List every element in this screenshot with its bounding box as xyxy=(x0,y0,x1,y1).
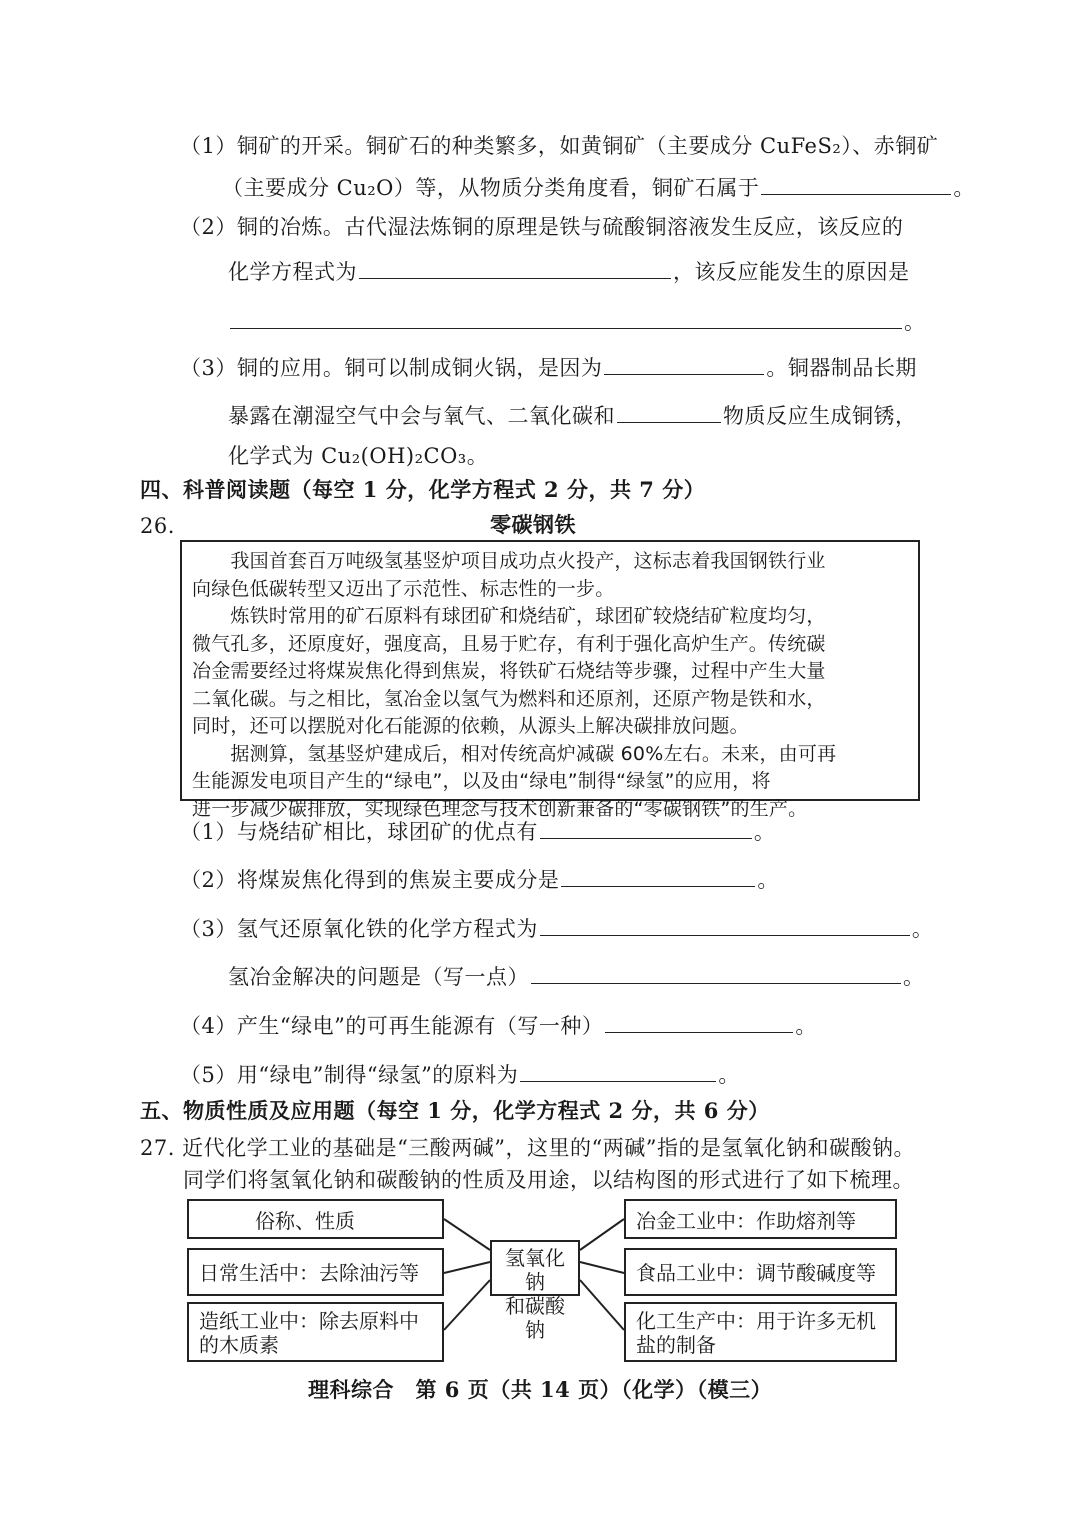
q25-part2-line2: 化学方程式为 ，该反应能发生的原因是 xyxy=(228,260,910,284)
passage-title: 零碳钢铁 xyxy=(490,512,576,537)
diagram-node-daily-life: 日常生活中：去除油污等 xyxy=(187,1248,444,1296)
q27-line2: 同学们将氢氧化钠和碳酸钠的性质及用途，以结构图的形式进行了如下梳理。 xyxy=(183,1168,914,1192)
diagram-node-papermaking: 造纸工业中：除去原料中 的木质素 xyxy=(187,1302,444,1362)
q25-part3-line2: 暴露在潮湿空气中会与氧气、二氧化碳和 物质反应生成铜锈， xyxy=(228,404,917,428)
q25-part1-line1: （1）铜矿的开采。铜矿石的种类繁多，如黄铜矿（主要成分 CuFeS₂）、赤铜矿 xyxy=(180,134,939,158)
passage-line: 生能源发电项目产生的“绿电”，以及由“绿电”制得“绿氢”的应用，将 xyxy=(192,770,771,792)
diagram-node-chemical-production: 化工生产中：用于许多无机 盐的制备 xyxy=(624,1302,897,1362)
q25-part2-line3: 。 xyxy=(228,308,926,336)
diagram-node-nickname-properties: 俗称、性质 xyxy=(187,1199,444,1239)
passage-line: 冶金需要经过将煤炭焦化得到焦炭，将铁矿石烧结等步骤，过程中产生大量 xyxy=(192,660,826,682)
q26-part2: （2）将煤炭焦化得到的焦炭主要成分是 。 xyxy=(180,868,779,892)
q25-part3-line1: （3）铜的应用。铜可以制成铜火锅，是因为 。铜器制品长期 xyxy=(180,356,917,380)
q25-part2-line1: （2）铜的冶炼。古代湿法炼铜的原理是铁与硫酸铜溶液发生反应，该反应的 xyxy=(180,215,904,239)
passage-line: 炼铁时常用的矿石原料有球团矿和烧结矿，球团矿较烧结矿粒度均匀， xyxy=(192,605,826,627)
q27-line1: 27. 近代化学工业的基础是“三酸两碱”，这里的“两碱”指的是氢氧化钠和碳酸钠。 xyxy=(140,1136,916,1160)
q26-part3b: 氢冶金解决的问题是（写一点） 。 xyxy=(228,965,925,989)
diagram-node-metallurgy: 冶金工业中：作助熔剂等 xyxy=(624,1199,897,1239)
diagram-center-node: 氢氧化钠 和碳酸钠 xyxy=(490,1240,580,1296)
diagram-node-food-industry: 食品工业中：调节酸碱度等 xyxy=(624,1248,897,1296)
q25-part3-line3: 化学式为 Cu₂(OH)₂CO₃。 xyxy=(228,444,489,468)
q26-number: 26. xyxy=(140,514,175,538)
q25-part1-line2: （主要成分 Cu₂O）等，从物质分类角度看，铜矿石属于 。 xyxy=(222,176,975,200)
passage-line: 同时，还可以摆脱对化石能源的依赖，从源头上解决碳排放问题。 xyxy=(192,715,749,737)
section4-heading: 四、科普阅读题（每空 1 分，化学方程式 2 分，共 7 分） xyxy=(140,477,706,502)
section5-heading: 五、物质性质及应用题（每空 1 分，化学方程式 2 分，共 6 分） xyxy=(140,1098,770,1123)
passage-line: 据测算，氢基竖炉建成后，相对传统高炉减碳 60%左右。未来，由可再 xyxy=(192,742,837,765)
q26-part5: （5）用“绿电”制得“绿氢”的原料为 。 xyxy=(180,1063,740,1087)
passage-line: 向绿色低碳转型又迈出了示范性、标志性的一步。 xyxy=(192,577,615,600)
q26-part1: （1）与烧结矿相比，球团矿的优点有 。 xyxy=(180,820,776,844)
passage-line: 进一步减少碳排放，实现绿色理念与技术创新兼备的“零碳钢铁”的生产。 xyxy=(192,797,808,820)
passage-line: 二氧化碳。与之相比，氢冶金以氢气为燃料和还原剂，还原产物是铁和水， xyxy=(192,687,826,710)
passage-line: 微气孔多，还原度好，强度高，且易于贮存，有利于强化高炉生产。传统碳 xyxy=(192,632,826,655)
passage-line: 我国首套百万吨级氢基竖炉项目成功点火投产，这标志着我国钢铁行业 xyxy=(192,550,826,572)
page-footer: 理科综合 第 6 页（共 14 页）（化学）（模三） xyxy=(308,1377,773,1402)
q26-part3: （3）氢气还原氧化铁的化学方程式为 。 xyxy=(180,917,934,941)
q26-part4: （4）产生“绿电”的可再生能源有（写一种） 。 xyxy=(180,1014,817,1038)
